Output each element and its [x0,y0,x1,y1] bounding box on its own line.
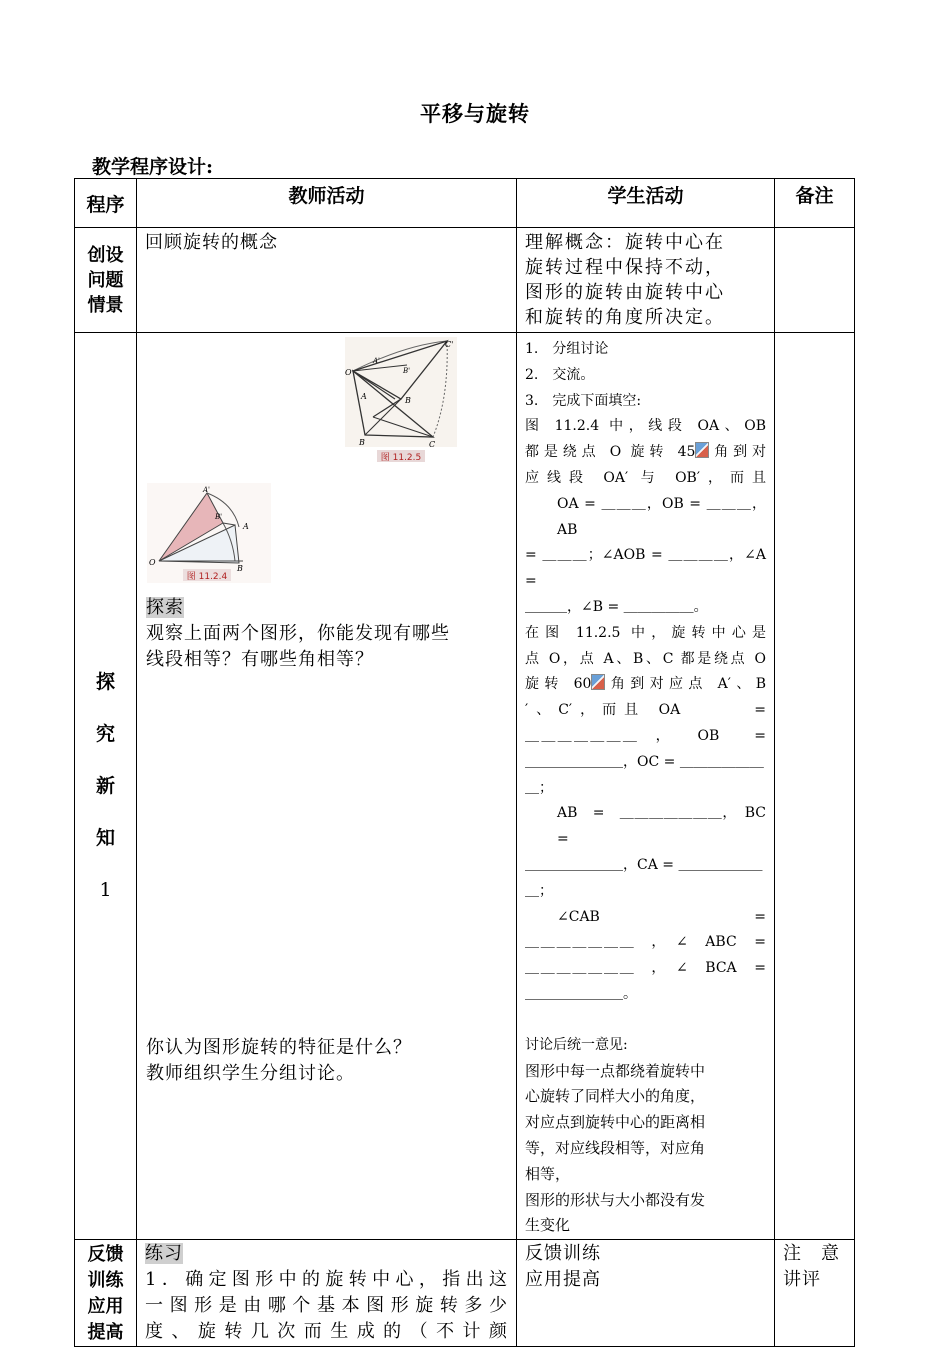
step-cell: 创设 问题 情景 [75,228,137,333]
table-row [75,228,855,333]
page-title: 平移与旋转 [420,101,530,126]
step-cell: 反馈 训练 应用 提高 [75,1240,137,1347]
degree-symbol-icon [695,442,709,458]
notes-cell [775,228,855,333]
header-step: 程序 [75,179,137,228]
header-student: 学生活动 [517,179,775,228]
explore-block: 探索 观察上面两个图形，你能发现有哪些 线段相等？有哪些角相等？ [146,597,450,670]
figure-label: A' [203,486,210,494]
figure-label: B' [403,367,411,375]
rotation-figure-11-2-4 [147,483,271,583]
table-row [75,333,855,1240]
figure-label: A' [373,357,380,365]
notes-cell: 注 意 讲评 [775,1240,855,1347]
svg-text:B: B [359,438,365,447]
figure-label: B' [215,513,223,521]
figure-label: O [345,368,352,377]
figure-label: C [429,440,436,449]
lesson-plan-table [74,178,855,1347]
figure-label: B [405,396,411,405]
rotation-figure-11-2-5 [345,337,457,465]
practice-label: 练习 [145,1243,183,1265]
figure-label: B [237,564,243,573]
explore-label: 探索 [146,597,184,618]
discussion-question: 你认为图形旋转的特征是什么？ 教师组织学生分组讨论。 [146,1037,412,1084]
header-teacher: 教师活动 [137,179,517,228]
figure-label: A [361,392,367,401]
figure-label: C' [445,340,454,349]
student-cell: 理解概念：旋转中心在 旋转过程中保持不动， 图形的旋转由旋转中心 和旋转的角度所决定。 [517,228,775,333]
step-cell: 探 究 新 知 1 [75,333,137,1240]
student-cell: 反馈训练 应用提高 [517,1240,775,1347]
figure-caption: 图 11.2.4 [186,572,228,582]
teacher-cell [137,333,517,1240]
figure-label: O [149,558,156,567]
degree-symbol-icon [591,674,605,690]
table-row [75,1240,855,1347]
teacher-cell: 练习 1．确定图形中的旋转中心，指出这 一图形是由哪个基本图形旋转多少 度、旋转几次而生成的（不计颜 [137,1240,517,1347]
student-cell: 1. 分组讨论 2. 交流。 3. 完成下面填空: 图 11.2.4 中，线段 OA、OB 都是绕点 O 旋转 45 角到对 应线段 OA′ 与 OB′，而且 OA = ＿＿＿，OB = ＿＿＿，AB = ＿＿＿；∠AOB = ＿＿＿＿，∠A = ＿＿＿，∠B = ＿＿＿＿＿。 在图 11.2.5 中，旋转中心是 点 O，点 A、B、C 都是绕点 O 旋转 60 角到对应点 A′、B ′、C′，而且 OA = ＿＿＿＿＿＿＿ ， OB = ＿＿＿＿＿＿＿，OC = ＿＿＿＿＿＿＿； AB = ＿＿＿＿＿＿＿， BC = ＿＿＿＿＿＿＿，CA = ＿＿＿＿＿＿＿； ∠CAB = ＿＿＿＿＿＿＿ ， ∠ ABC = ＿＿＿＿＿＿＿ ， ∠ BCA = ＿＿＿＿＿＿＿。 讨论后统一意见: 图形中每一点都绕着旋转中 心旋转了同样大小的角度， 对应点到旋转中心的距离相 等，对应线段相等，对应角 相等， 图形的形状与大小都没有发 生变化 [517,333,775,1240]
table-header-row [75,179,855,228]
header-notes: 备注 [775,179,855,228]
teacher-cell: 回顾旋转的概念 [137,228,517,333]
notes-cell [775,333,855,1240]
figure-caption: 图 11.2.5 [380,453,422,463]
figure-label: A [243,522,249,531]
section-subtitle: 教学程序设计: [92,156,214,178]
